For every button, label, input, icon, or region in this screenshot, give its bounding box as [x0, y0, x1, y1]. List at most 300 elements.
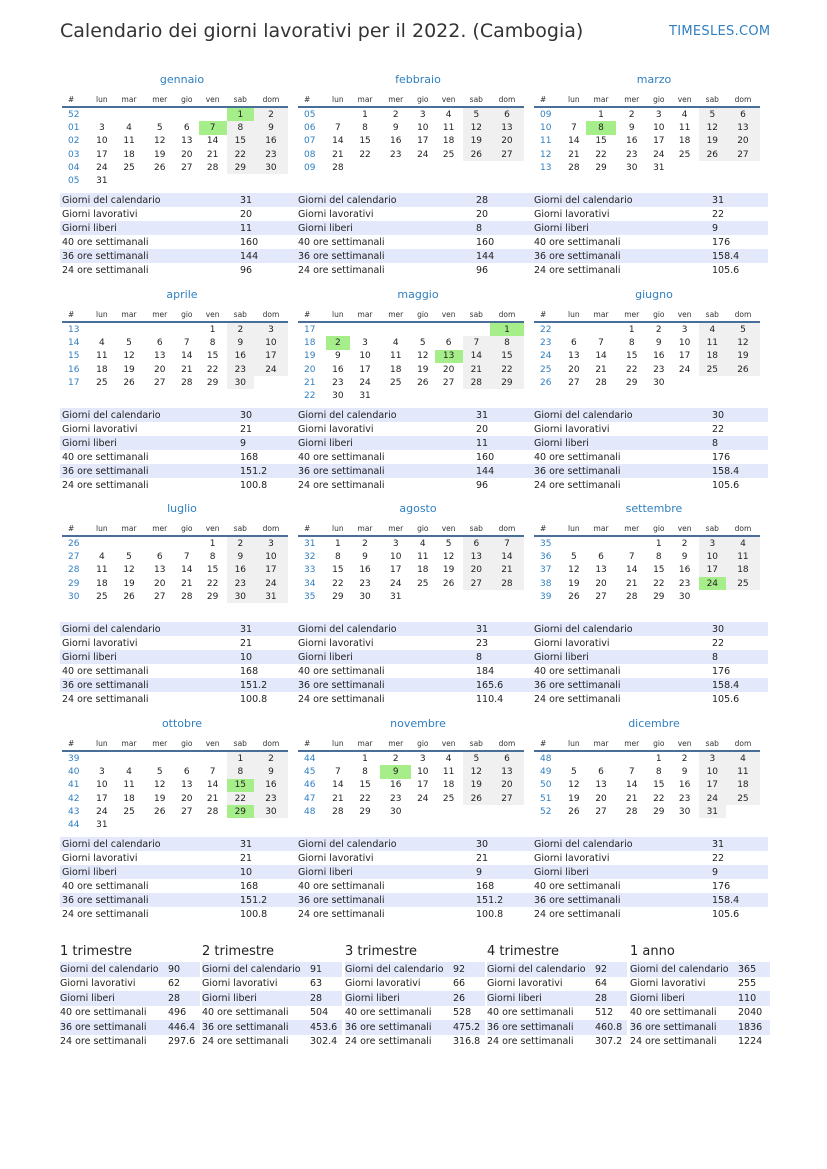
summary-row — [487, 1035, 627, 1050]
summary-label: 40 ore settimanali — [345, 1007, 432, 1019]
stat-value: 22 — [712, 637, 725, 649]
stat-label: Giorni lavorativi — [534, 852, 610, 864]
week-row — [298, 389, 524, 402]
week-row — [62, 765, 288, 778]
day-cell: 22 — [653, 793, 665, 804]
empty-day — [350, 161, 381, 174]
weekday-header: ven — [199, 92, 227, 107]
day-cell: 6 — [183, 122, 190, 133]
day-cell: 19 — [154, 793, 166, 804]
day-cell: 28 — [626, 591, 638, 602]
weekend-day: 14 — [490, 550, 524, 563]
day-cell: 1 — [362, 109, 368, 120]
day-cell: 11 — [678, 122, 691, 133]
day-cell: 18 — [96, 578, 108, 589]
stat-value: 31 — [474, 622, 532, 636]
summary-value: 1836 — [738, 1020, 770, 1035]
week-row — [298, 805, 524, 818]
day-cell: 3 — [655, 109, 662, 120]
stat-value: 96 — [476, 264, 489, 276]
day-cell: 11 — [96, 351, 108, 362]
stat-row — [60, 865, 296, 879]
week-row — [62, 805, 288, 818]
stat-row — [532, 865, 768, 879]
weekend-day: 24 — [254, 577, 288, 590]
day-cell: 18 — [123, 793, 135, 804]
stat-row — [60, 622, 296, 636]
day-cell: 1 — [209, 538, 216, 549]
week-row — [62, 550, 288, 563]
stat-label: Giorni liberi — [60, 865, 238, 879]
weekday-header: dom — [726, 521, 760, 536]
day-cell: 15 — [206, 351, 219, 362]
weekend-day: 12 — [463, 121, 490, 134]
weekday-header: gio — [175, 92, 198, 107]
empty-day — [114, 107, 145, 121]
stat-value: 30 — [474, 837, 532, 851]
day-cell: 17 — [359, 364, 371, 375]
day-cell: 10 — [96, 136, 108, 147]
empty-day — [463, 389, 490, 402]
week-number: 48 — [304, 806, 316, 817]
day-cell: 12 — [123, 565, 135, 576]
empty-day — [435, 161, 463, 174]
day-cell: 13 — [568, 351, 580, 362]
weekend-day: 18 — [726, 564, 760, 577]
week-number: 20 — [304, 364, 316, 375]
week-number: 42 — [68, 793, 80, 804]
empty-day — [586, 536, 617, 550]
weekday-header: mer — [380, 736, 411, 751]
weekday-header: gio — [647, 521, 670, 536]
stat-label: 24 ore settimanali — [534, 479, 621, 491]
week-number: 33 — [304, 565, 316, 576]
empty-day — [144, 174, 175, 187]
weekend-day: 11 — [699, 336, 726, 349]
stat-row — [532, 193, 768, 207]
day-cell: 24 — [96, 806, 108, 817]
empty-day — [463, 805, 490, 818]
day-cell: 4 — [681, 109, 688, 120]
week-row — [298, 751, 524, 765]
stat-value: 176 — [712, 880, 731, 892]
summary-row — [487, 1020, 627, 1035]
summary-label: Giorni liberi — [487, 991, 595, 1006]
weekend-day: 14 — [463, 350, 490, 363]
day-cell: 12 — [123, 351, 135, 362]
stat-row — [532, 907, 768, 921]
day-cell: 7 — [183, 337, 190, 348]
stat-label: Giorni del calendario — [532, 837, 710, 851]
day-cell: 18 — [417, 565, 429, 576]
stat-row — [532, 207, 768, 221]
day-cell: 20 — [595, 793, 607, 804]
day-cell: 25 — [123, 162, 135, 173]
month-gennaio — [62, 72, 288, 188]
week-row — [298, 350, 524, 363]
day-cell: 13 — [595, 780, 607, 791]
week-row — [534, 161, 760, 174]
holiday-day: 29 — [227, 805, 254, 818]
day-cell: 17 — [678, 351, 691, 362]
week-number: 28 — [68, 565, 80, 576]
stat-value: 165.6 — [474, 678, 532, 692]
day-cell: 30 — [390, 806, 402, 817]
day-cell: 30 — [653, 377, 665, 388]
weekday-header: ven — [199, 307, 227, 322]
week-number: 24 — [540, 351, 552, 362]
stat-row — [532, 450, 768, 464]
weekday-header: mar — [586, 521, 617, 536]
summary-label: 40 ore settimanali — [487, 1007, 574, 1019]
weekday-header: mar — [350, 307, 381, 322]
weekend-day: 3 — [699, 751, 726, 765]
summary-value: 28 — [595, 991, 627, 1006]
stat-value: 100.8 — [240, 479, 268, 491]
day-cell: 28 — [181, 377, 193, 388]
weekend-day: 7 — [463, 336, 490, 349]
weekday-header: lun — [562, 521, 586, 536]
weekend-day: 20 — [726, 135, 760, 148]
summary-block — [487, 944, 627, 1049]
day-cell: 5 — [126, 337, 132, 348]
weekend-day: 26 — [463, 148, 490, 161]
month-stats — [60, 837, 296, 921]
stat-value: 184 — [476, 665, 495, 677]
week-row — [534, 779, 760, 792]
stat-label: Giorni liberi — [532, 650, 710, 664]
stat-label: 36 ore settimanali — [532, 893, 710, 907]
stat-label: 40 ore settimanali — [62, 665, 149, 677]
stat-row — [60, 678, 296, 692]
week-number: 29 — [68, 578, 80, 589]
weekday-header: mar — [586, 92, 617, 107]
summary-row — [487, 991, 627, 1006]
stat-row — [296, 636, 532, 650]
day-cell: 16 — [626, 136, 638, 147]
summary-block — [202, 944, 342, 1049]
week-number: 38 — [540, 578, 552, 589]
day-cell: 5 — [570, 766, 577, 777]
month-name: giugno — [635, 288, 673, 301]
stat-value: 168 — [240, 880, 259, 892]
week-number: 39 — [68, 753, 80, 764]
stat-row — [532, 478, 768, 492]
summary-label: 24 ore settimanali — [202, 1036, 289, 1048]
day-cell: 10 — [678, 337, 691, 348]
stat-row — [296, 650, 532, 664]
day-cell: 3 — [392, 538, 399, 549]
month-stats — [532, 193, 768, 277]
day-cell: 17 — [417, 780, 429, 791]
weekend-day: 19 — [699, 135, 726, 148]
day-cell: 30 — [678, 806, 691, 817]
empty-day — [435, 322, 463, 336]
stat-row — [60, 478, 296, 492]
weekend-day: 13 — [490, 121, 524, 134]
day-cell: 3 — [419, 109, 426, 120]
day-cell: 12 — [568, 780, 580, 791]
stat-label: Giorni lavorativi — [62, 208, 138, 220]
stat-label: Giorni lavorativi — [534, 423, 610, 435]
stat-label: Giorni liberi — [60, 436, 238, 450]
weekday-header: mer — [380, 92, 411, 107]
weekday-header: mer — [144, 307, 175, 322]
day-cell: 25 — [96, 377, 108, 388]
day-cell: 13 — [181, 136, 193, 147]
stat-row — [296, 879, 532, 893]
weekday-header: ven — [435, 521, 463, 536]
week-row — [298, 107, 524, 121]
brand-link[interactable]: TIMESLES.COM — [669, 24, 771, 39]
empty-day — [144, 751, 175, 765]
empty-day — [175, 536, 198, 550]
stat-value: 11 — [238, 221, 296, 235]
day-cell: 15 — [332, 565, 344, 576]
empty-day — [435, 590, 463, 603]
day-cell: 20 — [442, 364, 455, 375]
summary-row — [487, 962, 627, 977]
stat-label: 36 ore settimanali — [296, 678, 474, 692]
stat-label: 40 ore settimanali — [534, 880, 621, 892]
week-row — [534, 805, 760, 818]
empty-day — [616, 751, 647, 765]
day-cell: 25 — [442, 149, 455, 160]
stat-label: 24 ore settimanali — [298, 264, 385, 276]
week-number: 04 — [68, 162, 80, 173]
day-cell: 22 — [206, 578, 219, 589]
day-cell: 31 — [96, 820, 108, 831]
summary-label: 36 ore settimanali — [487, 1020, 595, 1035]
stat-value: 31 — [474, 408, 532, 422]
day-cell: 30 — [678, 591, 691, 602]
summary-label: Giorni del calendario — [60, 962, 168, 977]
weekday-header: dom — [254, 92, 288, 107]
empty-day — [380, 389, 411, 402]
summary-value: 460.8 — [595, 1020, 627, 1035]
weekday-header: mar — [586, 307, 617, 322]
month-stats — [296, 622, 532, 706]
day-cell: 15 — [206, 565, 219, 576]
day-cell: 12 — [442, 551, 455, 562]
stat-label: 24 ore settimanali — [298, 693, 385, 705]
day-cell: 11 — [442, 766, 455, 777]
week-row — [62, 577, 288, 590]
stat-label: Giorni liberi — [60, 650, 238, 664]
month-stats — [532, 622, 768, 706]
stat-row — [296, 207, 532, 221]
stat-label: 36 ore settimanali — [296, 893, 474, 907]
month-stats — [60, 622, 296, 706]
weekday-header: ven — [199, 736, 227, 751]
day-cell: 2 — [392, 753, 399, 764]
day-cell: 29 — [595, 162, 607, 173]
weekend-day: 4 — [699, 322, 726, 336]
week-row — [534, 765, 760, 778]
month-name: gennaio — [159, 73, 205, 86]
stat-value: 30 — [710, 408, 768, 422]
weekend-day: 19 — [463, 779, 490, 792]
stat-row — [296, 249, 532, 263]
stat-value: 31 — [238, 622, 296, 636]
empty-day — [562, 536, 586, 550]
week-row — [534, 564, 760, 577]
summary-value: 1224 — [738, 1036, 763, 1048]
empty-day — [90, 751, 114, 765]
stat-row — [532, 221, 768, 235]
weekend-day: 8 — [490, 336, 524, 349]
weekday-header: sab — [699, 521, 726, 536]
week-number: 14 — [68, 337, 80, 348]
summary-row — [60, 1006, 200, 1021]
stat-label: 36 ore settimanali — [60, 893, 238, 907]
weekday-header: gio — [647, 307, 670, 322]
weekend-day: 30 — [254, 161, 288, 174]
day-cell: 4 — [419, 538, 426, 549]
day-cell: 4 — [98, 551, 105, 562]
day-cell: 7 — [183, 551, 190, 562]
day-cell: 1 — [628, 324, 635, 335]
week-number: 49 — [540, 766, 552, 777]
stat-label: Giorni del calendario — [60, 622, 238, 636]
empty-day — [726, 805, 760, 818]
summary-title: 4 trimestre — [487, 944, 560, 959]
holiday-day: 13 — [435, 350, 463, 363]
stat-value: 151.2 — [238, 464, 296, 478]
stat-value: 11 — [474, 436, 532, 450]
stat-value: 105.6 — [712, 264, 740, 276]
weekday-header: mer — [144, 92, 175, 107]
day-cell: 3 — [98, 766, 105, 777]
day-cell: 24 — [390, 578, 402, 589]
week-number: 22 — [540, 324, 552, 335]
day-cell: 21 — [332, 793, 344, 804]
week-row — [62, 590, 288, 603]
weekend-day: 11 — [726, 765, 760, 778]
stat-row — [532, 664, 768, 678]
day-cell: 14 — [626, 565, 638, 576]
week-number: 51 — [540, 793, 552, 804]
day-cell: 11 — [123, 136, 135, 147]
week-row — [62, 148, 288, 161]
week-number: 06 — [304, 122, 316, 133]
summary-table — [202, 962, 342, 1049]
summary-row — [60, 1035, 200, 1050]
week-number: 48 — [540, 753, 552, 764]
stat-value: 96 — [476, 479, 489, 491]
stat-label: 40 ore settimanali — [298, 236, 385, 248]
stat-row — [60, 664, 296, 678]
day-cell: 18 — [442, 136, 455, 147]
stat-label: Giorni del calendario — [60, 193, 238, 207]
summary-row — [60, 991, 200, 1006]
weekday-header: # — [62, 521, 90, 536]
stat-value: 31 — [238, 837, 296, 851]
stat-label: Giorni liberi — [60, 221, 238, 235]
week-row — [298, 536, 524, 550]
weekend-day: 26 — [463, 792, 490, 805]
summary-label: 24 ore settimanali — [60, 1036, 147, 1048]
empty-day — [90, 322, 114, 336]
month-table — [298, 92, 524, 174]
week-number: 02 — [68, 136, 80, 147]
stat-row — [296, 436, 532, 450]
day-cell: 1 — [598, 109, 604, 120]
week-row — [62, 135, 288, 148]
day-cell: 17 — [390, 565, 402, 576]
day-cell: 14 — [626, 780, 638, 791]
weekend-day: 23 — [227, 363, 254, 376]
day-cell: 17 — [96, 793, 108, 804]
week-number: 08 — [304, 149, 316, 160]
day-cell: 30 — [332, 391, 344, 402]
weekday-header: dom — [726, 307, 760, 322]
stat-label: 36 ore settimanali — [296, 464, 474, 478]
summary-row — [202, 1035, 342, 1050]
empty-day — [562, 322, 586, 336]
day-cell: 23 — [332, 377, 344, 388]
day-cell: 14 — [206, 780, 219, 791]
weekday-header: sab — [463, 521, 490, 536]
stat-row — [60, 636, 296, 650]
day-cell: 31 — [653, 162, 665, 173]
summary-block — [60, 944, 200, 1049]
empty-day — [435, 805, 463, 818]
stat-value: 144 — [238, 249, 296, 263]
day-cell: 14 — [206, 136, 219, 147]
week-row — [534, 350, 760, 363]
day-cell: 21 — [181, 578, 193, 589]
stat-row — [296, 851, 532, 865]
weekend-day: 9 — [254, 765, 288, 778]
stat-row — [532, 464, 768, 478]
week-number: 32 — [304, 551, 316, 562]
empty-day — [380, 322, 411, 336]
week-number: 47 — [304, 793, 316, 804]
month-name: maggio — [397, 288, 439, 301]
empty-day — [411, 161, 434, 174]
stat-value: 105.6 — [712, 479, 740, 491]
day-cell: 15 — [653, 780, 665, 791]
day-cell: 31 — [96, 176, 108, 187]
week-number: 45 — [304, 766, 316, 777]
month-maggio — [298, 287, 524, 403]
day-cell: 5 — [126, 551, 132, 562]
day-cell: 19 — [442, 565, 455, 576]
day-cell: 7 — [628, 766, 635, 777]
week-row — [534, 550, 760, 563]
day-cell: 7 — [209, 766, 216, 777]
day-cell: 21 — [595, 364, 607, 375]
stat-label: 24 ore settimanali — [534, 693, 621, 705]
month-name: aprile — [166, 288, 198, 301]
weekday-header: # — [62, 92, 90, 107]
week-number: 27 — [68, 551, 80, 562]
day-cell: 20 — [181, 149, 193, 160]
weekday-header: mar — [114, 521, 145, 536]
empty-day — [90, 107, 114, 121]
week-number: 50 — [540, 780, 552, 791]
week-number: 01 — [68, 122, 80, 133]
stat-value: 168 — [240, 665, 259, 677]
day-cell: 26 — [568, 591, 580, 602]
summary-value: 302.4 — [310, 1036, 338, 1048]
week-row — [62, 336, 288, 349]
weekday-header: lun — [326, 92, 350, 107]
weekend-day: 4 — [726, 536, 760, 550]
stat-label: 36 ore settimanali — [60, 464, 238, 478]
weekend-day: 28 — [490, 577, 524, 590]
